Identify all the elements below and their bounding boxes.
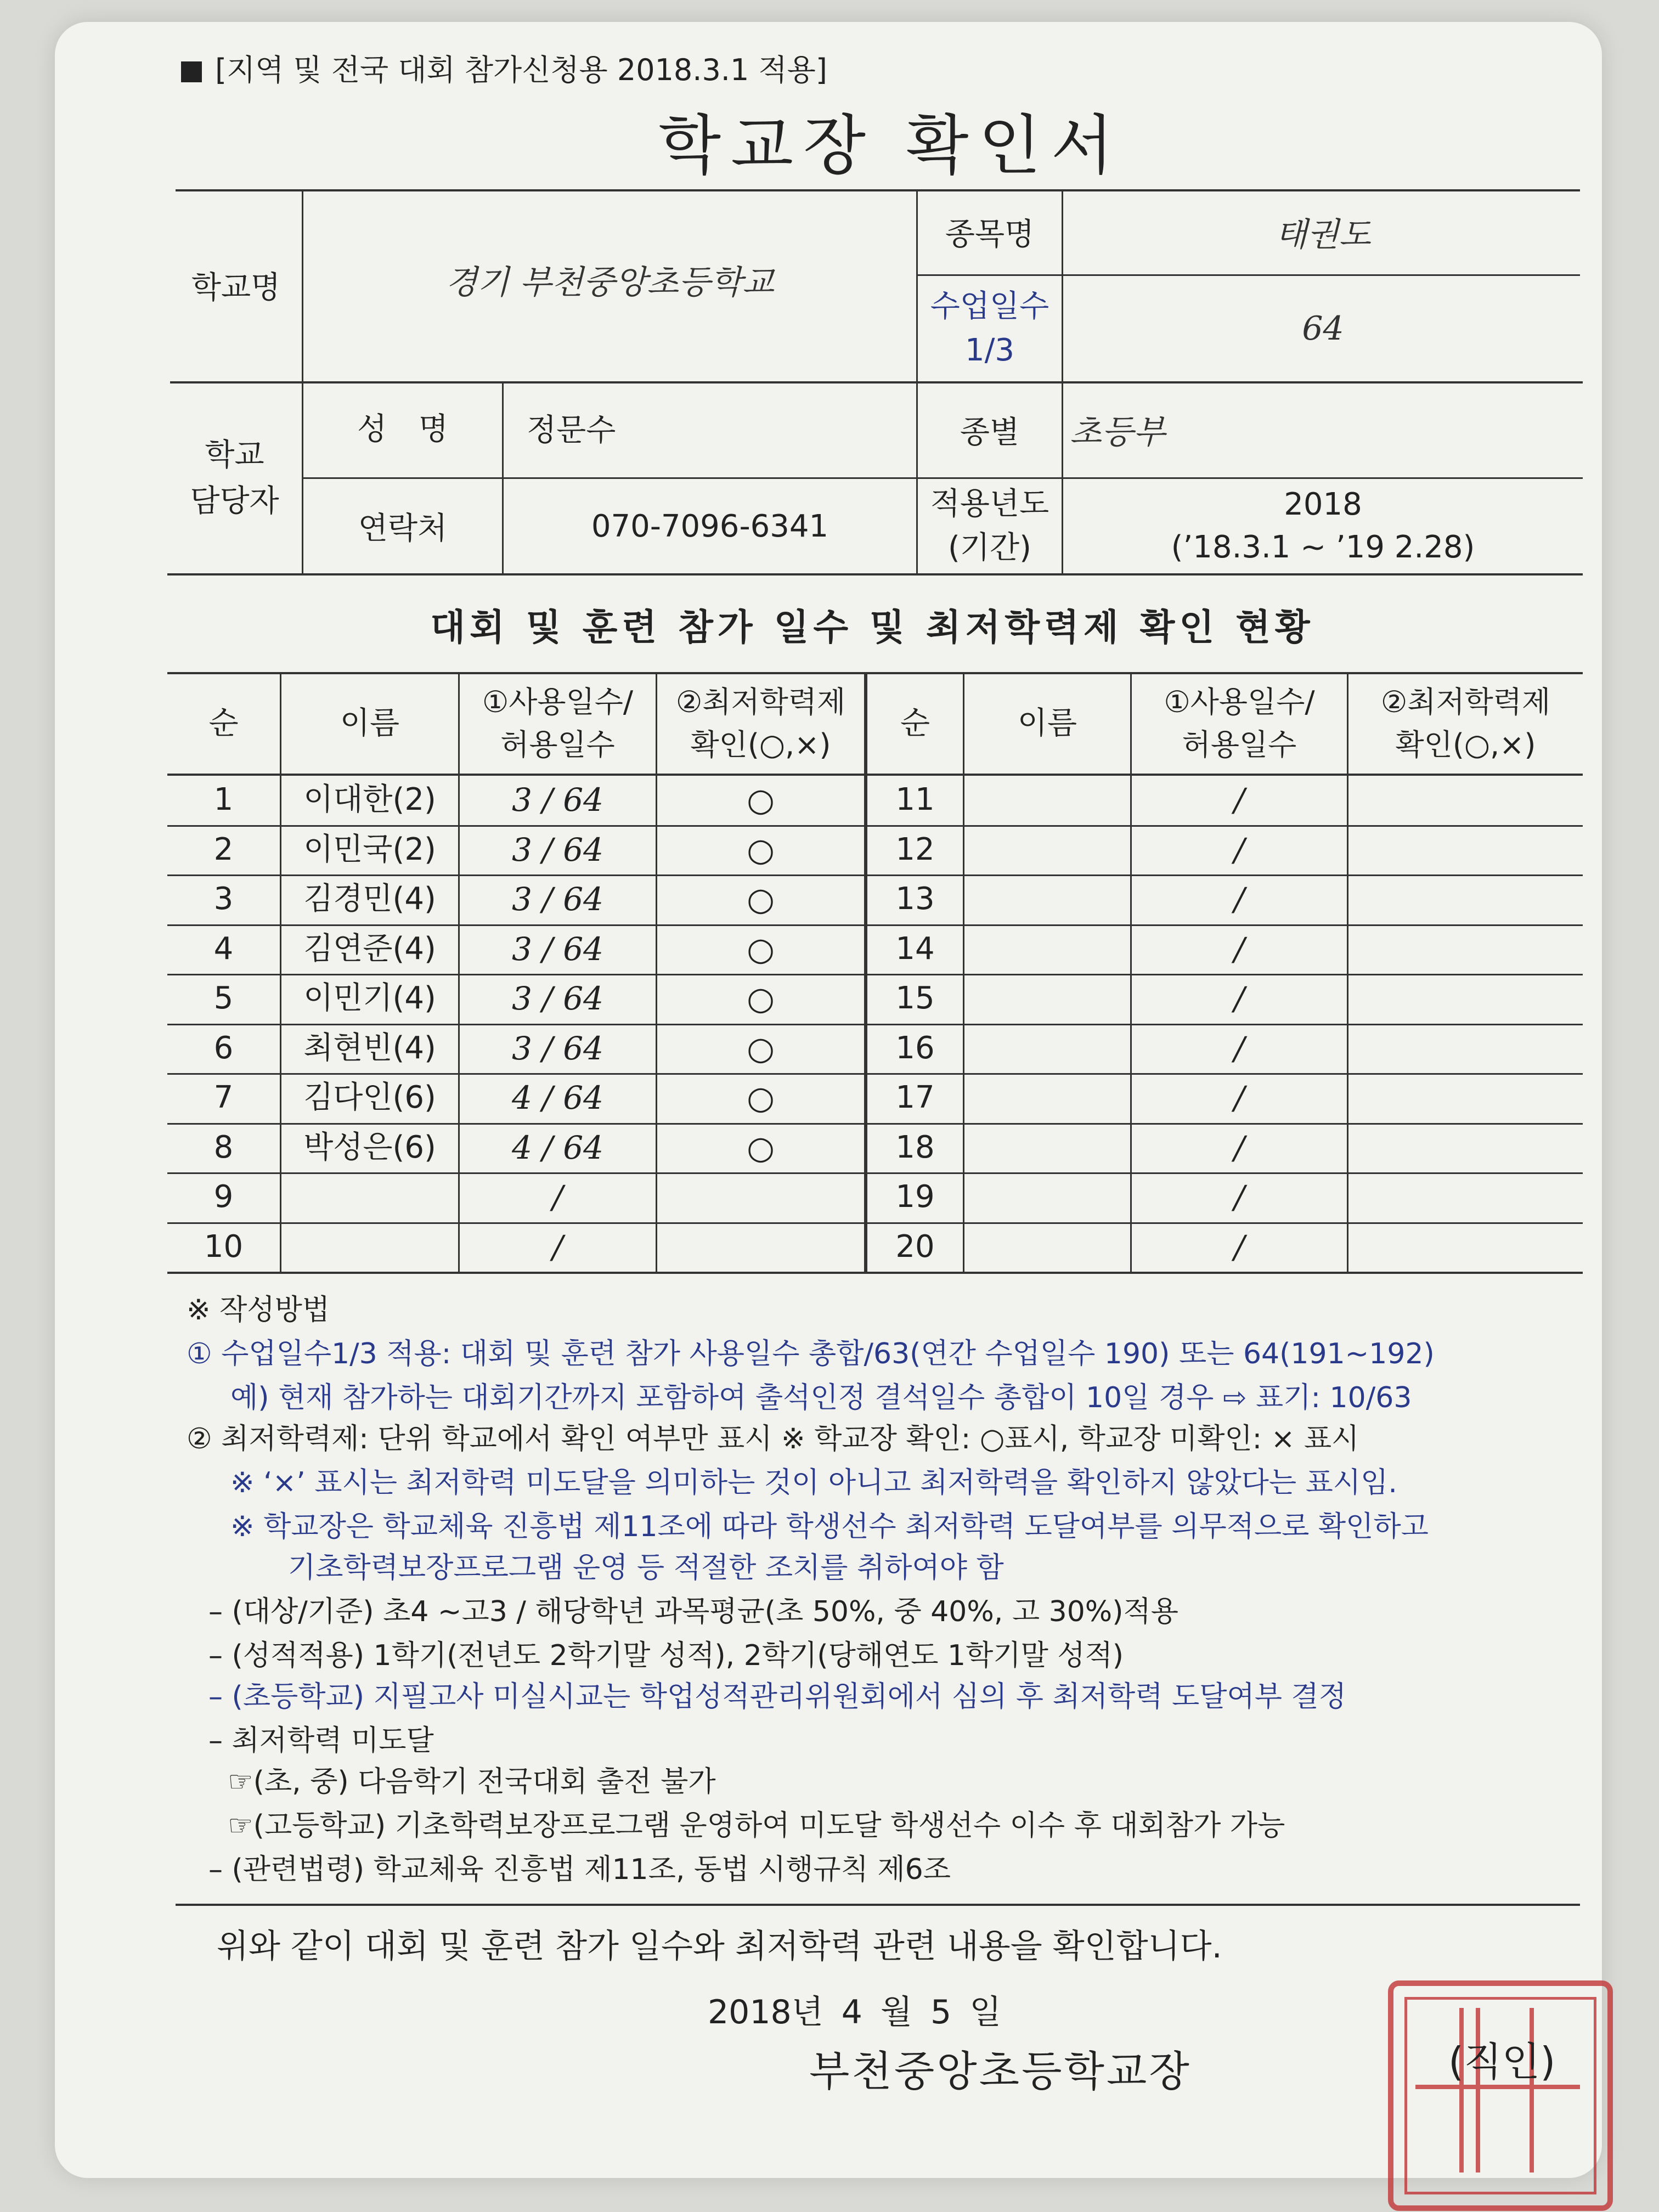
header-name-left: 이름 [340, 706, 400, 741]
table-row-name [964, 1024, 1130, 1074]
table-row-days: 4 / 64 [511, 1079, 604, 1117]
table-row-days: / [1234, 1178, 1245, 1216]
table-row-name: 최현빈(4) [303, 1030, 436, 1066]
table-row-name [964, 1172, 1130, 1222]
table-row-no: 12 [895, 831, 935, 867]
detail-5: ☞(초, 중) 다음학기 전국대회 출전 불가 [228, 1765, 716, 1798]
table-row-check [1348, 924, 1583, 974]
table-row-name: 김다인(6) [303, 1080, 436, 1116]
table-row-days: 3 / 64 [511, 930, 604, 968]
table-row-days: 3 / 64 [511, 1029, 604, 1067]
table-row-name [281, 1172, 458, 1222]
detail-4: – 최저학력 미도달 [208, 1724, 434, 1757]
table-row-check [1348, 974, 1583, 1024]
detail-3: – (초등학교) 지필고사 미실시교는 학업성적관리위원회에서 심의 후 최저학력 도달여부 결정 [208, 1680, 1346, 1713]
detail-7: – (관련법령) 학교체육 진흥법 제11조, 동법 시행규칙 제6조 [208, 1853, 951, 1886]
table-row-name: 이대한(2) [303, 782, 436, 818]
contact-label: 연락처 [358, 511, 448, 546]
table-row-check [657, 1222, 864, 1272]
table-row-days: / [1234, 980, 1245, 1018]
table-row-check: ○ [747, 930, 775, 968]
year-value: 2018 (’18.3.1 ~ ’19 2.28) [1171, 487, 1475, 565]
table-row-check: ○ [747, 881, 775, 918]
header-no-right: 순 [900, 706, 930, 741]
table-row-days: / [1234, 1079, 1245, 1117]
school-label: 학교명 [191, 270, 281, 306]
table-row-no: 10 [204, 1228, 244, 1265]
detail-1: – (대상/기준) 초4 ~고3 / 해당학년 과목평균(초 50%, 중 40%, 고 30%)적용 [208, 1595, 1178, 1628]
header-name-right: 이름 [1017, 706, 1077, 741]
days-value: 64 [1302, 309, 1344, 348]
table-row-check: ○ [747, 831, 775, 868]
table-row-name [964, 1073, 1130, 1123]
table-row-name [964, 974, 1130, 1024]
table-row-name [964, 924, 1130, 974]
table-row-name [964, 775, 1130, 825]
confirm-date: 2018년 4 월 5 일 [708, 1993, 1002, 2032]
table-row-no: 9 [213, 1179, 234, 1215]
table-row-no: 7 [213, 1080, 234, 1116]
principal-name: 부천중앙초등학교장 [809, 2047, 1192, 2096]
table-row-no: 6 [213, 1030, 234, 1066]
table-bottom-line [167, 1272, 1583, 1274]
table-row-name: 이민기(4) [303, 980, 436, 1017]
table-row-name [964, 1222, 1130, 1272]
header-no-left: 순 [208, 706, 239, 741]
table-row-check [1348, 1024, 1583, 1074]
header-check-left: ②최저학력제 확인(○,×) [675, 685, 846, 762]
table-row-days: 3 / 64 [511, 980, 604, 1018]
table-row-days: / [1234, 1029, 1245, 1067]
document-title: 학교장 확인서 [658, 108, 1124, 183]
table-row-name: 이민국(2) [303, 831, 436, 867]
division-label: 종별 [960, 415, 1020, 450]
table-row-no: 14 [895, 930, 935, 967]
table-row-days: / [1234, 781, 1245, 819]
division-value: 초등부 [1070, 413, 1165, 452]
table-row-no: 17 [895, 1080, 935, 1116]
table-row-check [1348, 1172, 1583, 1222]
detail-6: ☞(고등학교) 기초학력보장프로그램 운영하여 미도달 학생선수 이수 후 대회참가 가능 [228, 1809, 1285, 1842]
bullet-square-icon [181, 61, 202, 82]
detail-2: – (성적적용) 1학기(전년도 2학기말 성적), 2학기(당해연도 1학기말 성적) [208, 1639, 1124, 1672]
table-row-check [1348, 1222, 1583, 1272]
table-row-check [1348, 1123, 1583, 1173]
table-row-name: 박성은(6) [303, 1129, 436, 1165]
table-row-name [964, 874, 1130, 924]
table-row-check: ○ [747, 1029, 775, 1067]
header-check-right: ②최저학력제 확인(○,×) [1380, 685, 1551, 762]
table-row-no: 13 [895, 881, 935, 917]
official-seal [1388, 1980, 1613, 2211]
table-row-no: 1 [213, 782, 234, 818]
note-1b: 예) 현재 참가하는 대회기간까지 포함하여 출석인정 결석일수 총합이 10일 경우 ⇨ 표기: 10/63 [230, 1381, 1412, 1414]
section-title: 대회 및 훈련 참가 일수 및 최저학력제 확인 현황 [430, 606, 1314, 648]
table-row-no: 11 [895, 782, 935, 818]
table-row-days: 3 / 64 [511, 781, 604, 819]
table-row-no: 19 [895, 1179, 935, 1215]
table-row-no: 8 [213, 1129, 234, 1165]
table-row-no: 2 [213, 831, 234, 867]
table-row-check: ○ [747, 1128, 775, 1166]
table-row-days: / [1234, 831, 1245, 868]
header-days-left: ①사용일수/ 허용일수 [482, 685, 634, 762]
table-row-name [964, 825, 1130, 875]
note-4b: 기초학력보장프로그램 운영 등 적절한 조치를 취하여야 함 [288, 1551, 1004, 1584]
footer-divider [176, 1904, 1580, 1906]
table-row-check: ○ [747, 1079, 775, 1117]
contact-value: 070-7096-6341 [591, 508, 829, 544]
year-label: 적용년도 (기간) [930, 486, 1049, 566]
sport-label: 종목명 [945, 216, 1035, 252]
table-row-check [1348, 874, 1583, 924]
note-2: ② 최저학력제: 단위 학교에서 확인 여부만 표시 ※ 학교장 확인: ○표시, 학교장 미확인: × 표시 [187, 1423, 1359, 1455]
table-row-no: 15 [895, 980, 935, 1017]
table-row-no: 5 [213, 980, 234, 1017]
school-value: 경기 부천중앙초등학교 [445, 263, 774, 302]
header-days-right: ①사용일수/ 허용일수 [1164, 685, 1315, 762]
name-label: 성 명 [357, 411, 448, 447]
table-row-name: 김경민(4) [303, 881, 436, 917]
table-row-days: 4 / 64 [511, 1128, 604, 1166]
table-row-days: / [1234, 1228, 1245, 1266]
table-row-no: 3 [213, 881, 234, 917]
table-row-days: / [552, 1178, 563, 1216]
header-note: [지역 및 전국 대회 참가신청용 2018.3.1 적용] [181, 47, 827, 89]
sport-value: 태권도 [1275, 215, 1371, 254]
table-row-check [1348, 825, 1583, 875]
note-3: ※ ‘×’ 표시는 최저학력 미도달을 의미하는 것이 아니고 최저학력을 확인하지 않았다는 표시임. [230, 1466, 1397, 1499]
table-row-check [657, 1172, 864, 1222]
note-4a: ※ 학교장은 학교체육 진흥법 제11조에 따라 학생선수 최저학력 도달여부를 의무적으로 확인하고 [230, 1510, 1429, 1543]
table-row-days: / [1234, 881, 1245, 918]
note-1a: ① 수업일수1/3 적용: 대회 및 훈련 참가 사용일수 총합/63(연간 수업일수 190) 또는 64(191~192) [187, 1338, 1435, 1370]
table-row-days: / [1234, 930, 1245, 968]
table-row-name [281, 1222, 458, 1272]
manager-label: 학교 담당자 [190, 437, 279, 519]
info-bottom-line [167, 573, 1583, 575]
days-label: 수업일수 1/3 [930, 289, 1049, 368]
table-row-days: 3 / 64 [511, 831, 604, 868]
table-row-days: / [1234, 1128, 1245, 1166]
table-row-no: 4 [213, 930, 234, 967]
table-row-name: 김연준(4) [303, 930, 436, 967]
table-row-no: 18 [895, 1129, 935, 1165]
name-value: 정문수 [527, 413, 616, 448]
table-row-name [964, 1123, 1130, 1173]
table-row-days: 3 / 64 [511, 881, 604, 918]
seal-label: (직인) [1448, 2039, 1556, 2085]
table-row-no: 20 [895, 1228, 935, 1265]
table-row-check [1348, 1073, 1583, 1123]
table-row-check: ○ [747, 980, 775, 1018]
table-row-check: ○ [747, 781, 775, 819]
table-row-no: 16 [895, 1030, 935, 1066]
table-row-days: / [552, 1228, 563, 1266]
confirm-statement: 위와 같이 대회 및 훈련 참가 일수와 최저학력 관련 내용을 확인합니다. [217, 1927, 1222, 1966]
notes-heading: ※ 작성방법 [187, 1294, 330, 1327]
table-row-check [1348, 775, 1583, 825]
